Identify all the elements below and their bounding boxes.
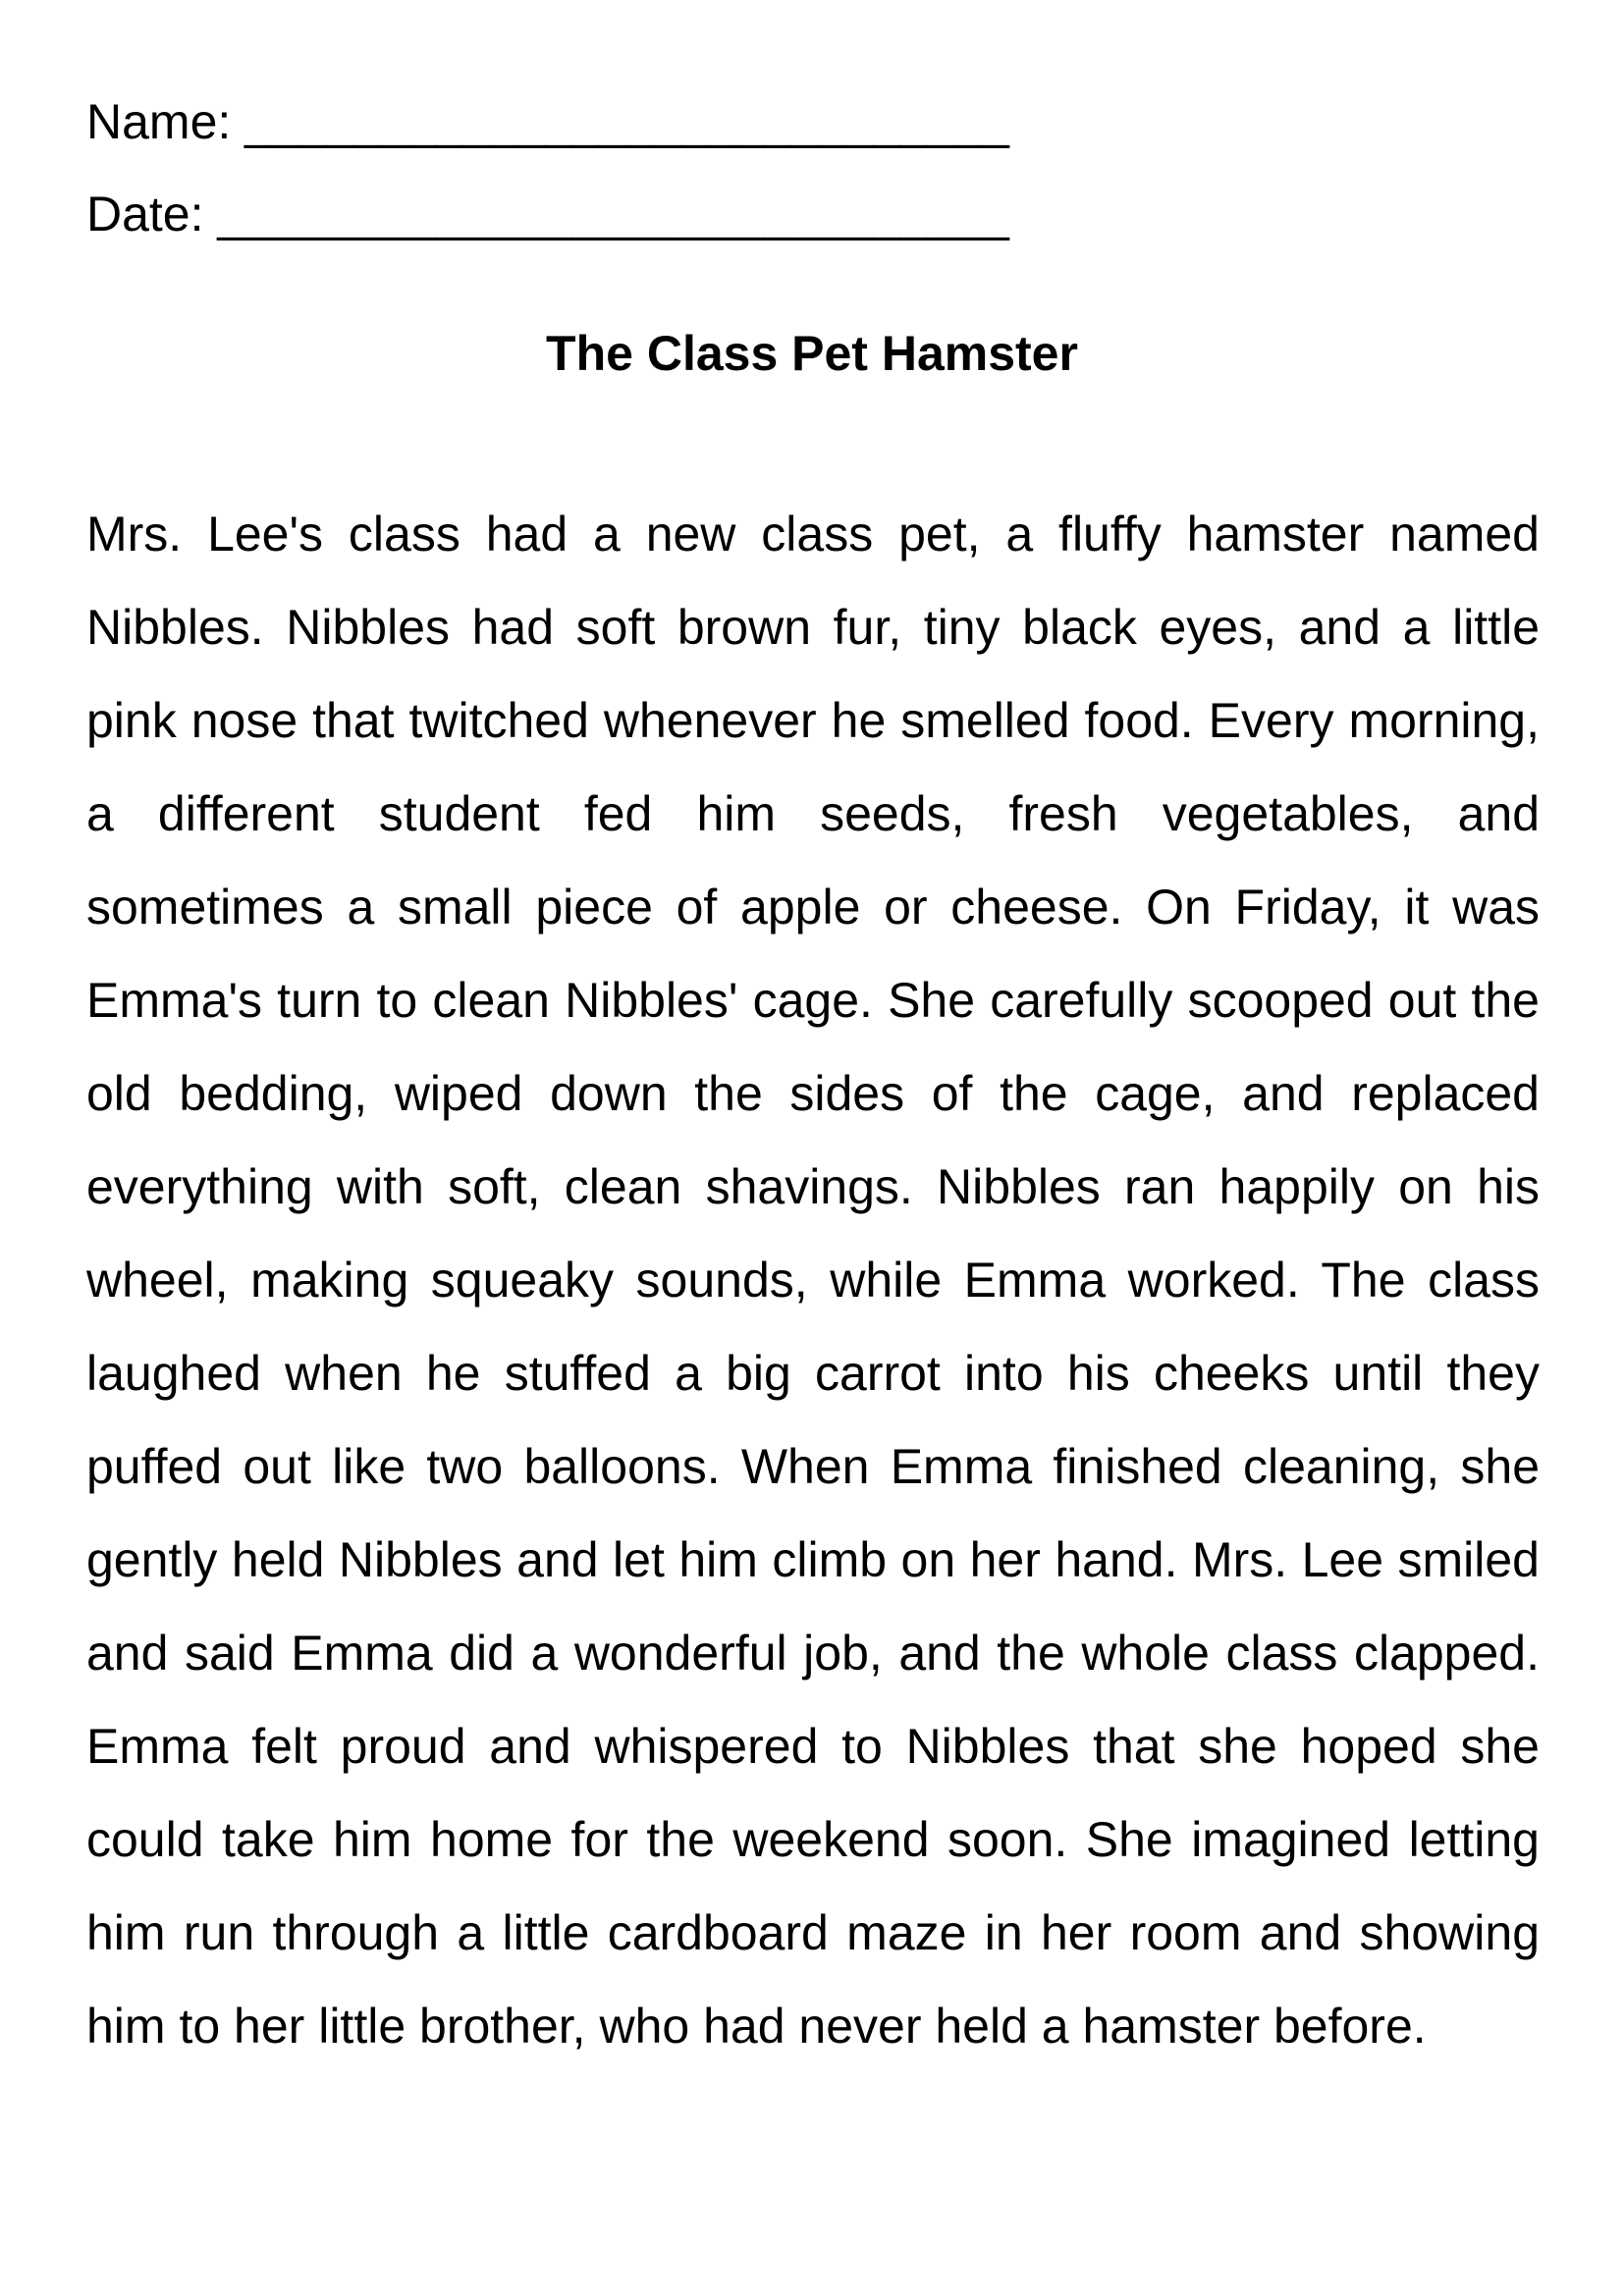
story-line: old bedding, wiped down the sides of the cage, and replaced (86, 1066, 1540, 1121)
story-line: a different student fed him seeds, fresh vegetables, and (86, 786, 1540, 841)
story-line: everything with soft, clean shavings. Nibbles ran happily on his (86, 1159, 1540, 1214)
story-line: puffed out like two balloons. When Emma finished cleaning, she (86, 1439, 1540, 1494)
story-line: wheel, making squeaky sounds, while Emma worked. The class (86, 1253, 1540, 1308)
story-line: Mrs. Lee's class had a new class pet, a fluffy hamster named (86, 507, 1540, 561)
story-paragraph (86, 488, 1540, 2073)
story-line: laughed when he stuffed a big carrot into his cheeks until they (86, 1346, 1540, 1401)
story-line: and said Emma did a wonderful job, and the whole class clapped. (86, 1626, 1540, 1681)
story-line: sometimes a small piece of apple or cheese. On Friday, it was (86, 880, 1540, 934)
story-line: gently held Nibbles and let him climb on her hand. Mrs. Lee smiled (86, 1532, 1540, 1587)
name-field[interactable]: Name: ____________________________ (86, 94, 1009, 149)
story-line: Emma felt proud and whispered to Nibbles that she hoped she (86, 1719, 1540, 1774)
story-line: him to her little brother, who had never held a hamster before. (86, 1999, 1427, 2054)
story-line: pink nose that twitched whenever he smelled food. Every morning, (86, 693, 1540, 748)
story-line: him run through a little cardboard maze in her room and showing (86, 1905, 1540, 1960)
story-line: Emma's turn to clean Nibbles' cage. She carefully scooped out the (86, 973, 1540, 1028)
story-line: could take him home for the weekend soon. She imagined letting (86, 1812, 1540, 1867)
date-field[interactable]: Date: _____________________________ (86, 187, 1009, 241)
story-line: Nibbles. Nibbles had soft brown fur, tiny black eyes, and a little (86, 600, 1540, 655)
story-title: The Class Pet Hamster (546, 326, 1078, 381)
